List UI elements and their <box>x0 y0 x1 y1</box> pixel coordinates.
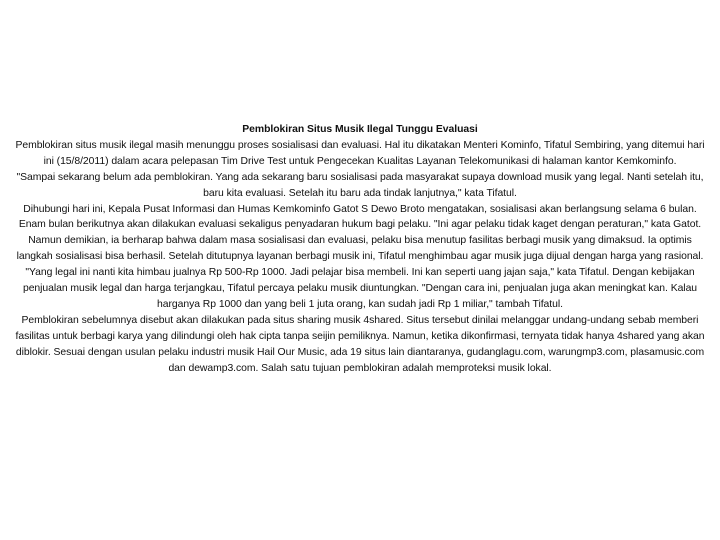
article-paragraph: "Sampai sekarang belum ada pemblokiran. Yang ada sekarang baru sosialisasi pada masyarakat supaya download musik yang legal. Nanti setelah itu, baru kita evaluasi. Setelah itu baru ada tindak lanjutnya," kata Tifatul. <box>16 171 704 199</box>
article-paragraph: Pemblokiran situs musik ilegal masih menunggu proses sosialisasi dan evaluasi. Hal itu dikatakan Menteri Kominfo, Tifatul Sembiring, yang ditemui hari ini (15/8/2011) dalam acara pelepasan Tim Drive Test untuk Pengecekan Kualitas Layanan Telekomunikasi di halaman kantor Kemkominfo. <box>15 139 705 167</box>
article-paragraph: Dihubungi hari ini, Kepala Pusat Informasi dan Humas Kemkominfo Gatot S Dewo Broto mengatakan, sosialisasi akan berlangsung selama 6 bulan. Enam bulan berikutnya akan dilakukan evaluasi sekaligus penyadaran hukum bagi pelaku. "Ini agar pelaku tidak kaget dengan peraturan," kata Gatot. <box>18 203 702 231</box>
article-paragraph: Namun demikian, ia berharap bahwa dalam masa sosialisasi dan evaluasi, pelaku bisa menutup fasilitas berbagi musik yang dimaksud. Ia optimis langkah sosialisasi bisa berhasil. Setelah ditutupnya layanan berbagi musik ini, Tifatul menghimbau agar musik juga dijual dengan harga yang rasional. <box>16 235 704 263</box>
article-title: Pemblokiran Situs Musik Ilegal Tunggu Evaluasi <box>242 124 478 135</box>
article-paragraph: Pemblokiran sebelumnya disebut akan dilakukan pada situs sharing musik 4shared. Situs tersebut dinilai melanggar undang-undang sebab memberi fasilitas untuk berbagi karya yang dilindungi oleh hak cipta tanpa seijin pemiliknya. Namun, ketika dikonfirmasi, ternyata tidak hanya 4shared yang akan diblokir. Sesuai dengan usulan pelaku industri musik Hail Our Music, ada 19 situs lain diantaranya, gudanglagu.com, warungmp3.com, plasamusic.com dan dewamp3.com. Salah satu tujuan pemblokiran adalah memproteksi musik lokal. <box>15 314 705 374</box>
article-paragraph: "Yang legal ini nanti kita himbau jualnya Rp 500-Rp 1000. Jadi pelajar bisa membeli. Ini kan seperti uang jajan saja," kata Tifatul. Dengan kebijakan penjualan musik legal dan harga terjangkau, Tifatul percaya pelaku musik diuntungkan. "Dengan cara ini, penjualan juga akan meningkat kan. Kalau harganya Rp 1000 dan yang beli 1 juta orang, kan sudah jadi Rp 1 miliar," tambah Tifatul. <box>22 267 698 310</box>
article-body <box>14 122 706 377</box>
